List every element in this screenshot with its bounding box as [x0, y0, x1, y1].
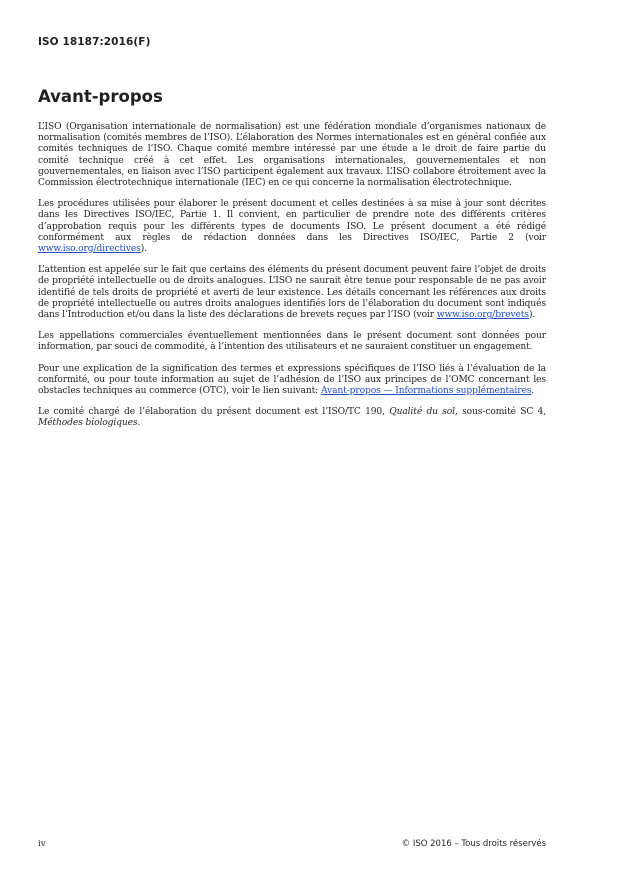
paragraph-text: L’attention est appelée sur le fait que certains des éléments du présent document peuvent faire l’objet de droits de propriété intellectuelle ou de droits analogues. L’ISO ne saurait être tenue pour responsable de ne pas avoir identifié de tels droits de propriété et averti de leur existence. Les détails concernant les références aux droits de propriété intellectuelle ou autres droits analogues identifiés lors de l’élaboration du document sont indiqués dans l’Introduction et/ou dans la liste des déclarations de brevets reçues par l’ISO (voir [38, 265, 546, 321]
document-id: ISO 18187:2016(F) [38, 36, 151, 48]
paragraph-end: . [531, 386, 535, 397]
patents-link[interactable]: www.iso.org/brevets [436, 310, 529, 321]
page-number: iv [38, 839, 46, 849]
paragraph-end: . [137, 418, 141, 429]
foreword-body [38, 122, 546, 440]
page-title: Avant-propos [38, 87, 163, 106]
paragraph-text-mid: , sous-comité SC 4, [455, 407, 546, 418]
subcommittee-subject: Méthodes biologiques [38, 418, 138, 429]
committee-subject: Qualité du sol [389, 407, 455, 418]
paragraph-committee [38, 407, 546, 429]
paragraph-end: ). [140, 244, 148, 255]
paragraph-trade-names: Les appellations commerciales éventuellement mentionnées dans le présent document sont données pour information, par souci de commodité, à l’intention des utilisateurs et ne sauraient constituer un engagement. [38, 331, 546, 353]
paragraph-procedures [38, 199, 546, 255]
directives-link[interactable]: www.iso.org/directives [38, 244, 141, 255]
supplementary-info-link[interactable]: Avant-propos — Informations supplémentaires [320, 386, 532, 397]
paragraph-iso-intro: L’ISO (Organisation internationale de normalisation) est une fédération mondiale d’organismes nationaux de normalisation (comités membres de l’ISO). L’élaboration des Normes internationales est en général confiée aux comités techniques de l’ISO. Chaque comité membre intéressé par une étude a le droit de faire partie du comité technique créé à cet effet. Les organisations internationales, gouvernementales et non gouvernementales, en liaison avec l’ISO participent également aux travaux. L’ISO collabore étroitement avec la Commission électrotechnique internationale (IEC) en ce qui concerne la normalisation électrotechnique. [38, 122, 546, 189]
paragraph-conformity [38, 364, 546, 398]
paragraph-text: Le comité chargé de l’élaboration du présent document est l’ISO/TC 190, [38, 407, 390, 418]
copyright-notice: © ISO 2016 – Tous droits réservés [401, 839, 546, 849]
paragraph-patents [38, 265, 546, 321]
paragraph-text: Pour une explication de la signification des termes et expressions spécifiques de l’ISO liés à l’évaluation de la conformité, ou pour toute information au sujet de l’adhésion de l’ISO aux principes de l’OMC concernant les obstacles techniques au commerce (OTC), voir le lien suivant: [38, 363, 546, 397]
paragraph-end: ). [528, 310, 536, 321]
paragraph-text: Les procédures utilisées pour élaborer le présent document et celles destinées à sa mise à jour sont décrites dans les Directives ISO/IEC, Partie 1. Il convient, en particulier de prendre note des différents critères d’approbation requis pour les différents types de documents ISO. Le présent document a été rédigé conformément aux règles de rédaction données dans les Directives ISO/IEC, Partie 2 (voir [38, 199, 546, 243]
